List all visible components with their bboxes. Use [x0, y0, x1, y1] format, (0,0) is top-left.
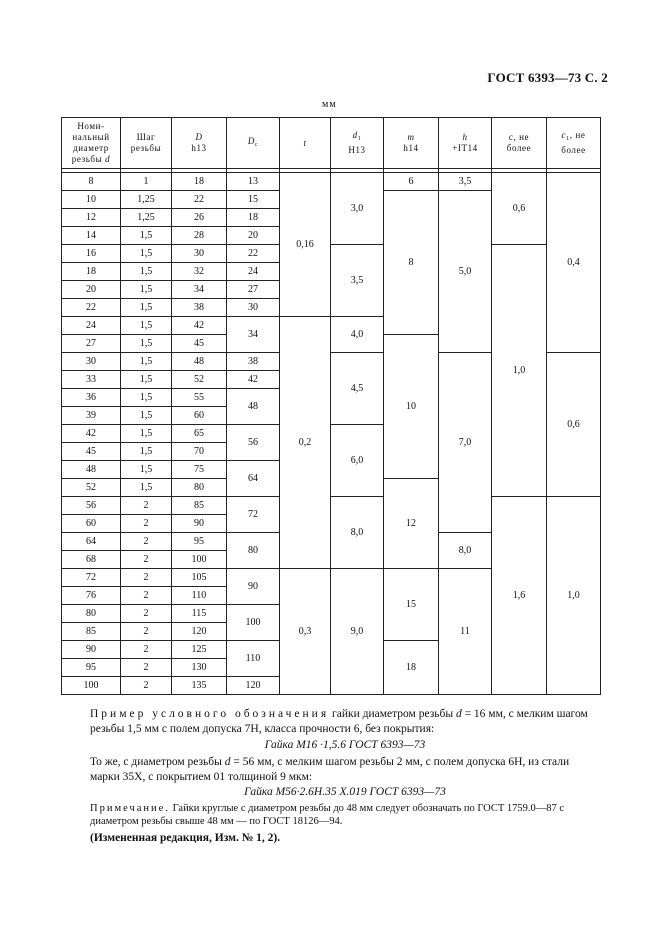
cell-Dc: 48 [227, 389, 280, 425]
cell-d: 42 [62, 425, 121, 443]
cell-step: 1,5 [121, 407, 172, 425]
cell-c: 1,6 [492, 497, 547, 695]
cell-D: 110 [172, 587, 227, 605]
cell-D: 70 [172, 443, 227, 461]
cell-step: 1,5 [121, 479, 172, 497]
cell-D: 52 [172, 371, 227, 389]
cell-c1: 0,6 [547, 353, 601, 497]
cell-D: 34 [172, 281, 227, 299]
cell-D: 48 [172, 353, 227, 371]
cell-D: 75 [172, 461, 227, 479]
designation-2: Гайка М56·2.6Н.35 Х.019 ГОСТ 6393—73 [244, 786, 446, 798]
table-row [62, 497, 601, 515]
cell-Dc: 100 [227, 605, 280, 641]
cell-step: 2 [121, 587, 172, 605]
cell-d: 14 [62, 227, 121, 245]
cell-h: 3,5 [439, 173, 492, 191]
cell-D: 32 [172, 263, 227, 281]
cell-step: 2 [121, 641, 172, 659]
cell-D: 95 [172, 533, 227, 551]
cell-m: 12 [384, 479, 439, 569]
cell-D: 60 [172, 407, 227, 425]
cell-D: 100 [172, 551, 227, 569]
cell-Dc: 20 [227, 227, 280, 245]
cell-d: 64 [62, 533, 121, 551]
cell-h: 11 [439, 569, 492, 695]
cell-d1: 3,0 [331, 173, 384, 245]
header-c1: $c_1$, не более [547, 118, 601, 169]
cell-d: 60 [62, 515, 121, 533]
header-d: Номи- нальный диаметр резьбы d [62, 118, 121, 169]
cell-step: 2 [121, 533, 172, 551]
cell-Dc: 34 [227, 317, 280, 353]
cell-d1: 9,0 [331, 569, 384, 695]
cell-step: 1,5 [121, 281, 172, 299]
cell-Dc: 18 [227, 209, 280, 227]
cell-c1: 0,4 [547, 173, 601, 353]
cell-d: 30 [62, 353, 121, 371]
cell-d: 68 [62, 551, 121, 569]
cell-step: 1,5 [121, 443, 172, 461]
table-body [62, 173, 601, 695]
cell-D: 45 [172, 335, 227, 353]
cell-h: 8,0 [439, 533, 492, 569]
cell-D: 135 [172, 677, 227, 695]
cell-Dc: 30 [227, 299, 280, 317]
cell-d: 39 [62, 407, 121, 425]
cell-Dc: 22 [227, 245, 280, 263]
cell-step: 1 [121, 173, 172, 191]
cell-D: 105 [172, 569, 227, 587]
cell-d: 48 [62, 461, 121, 479]
example-paragraph-2: То же, с диаметром резьбы d = 56 мм, с мелким шагом резьбы 2 мм, с полем допуска 6H, из стали марки 35Х, с покрытием 01 толщиной 9 мкм: [90, 756, 570, 783]
cell-D: 65 [172, 425, 227, 443]
table-row [62, 245, 601, 263]
cell-D: 85 [172, 497, 227, 515]
header-m: m h14 [384, 118, 439, 169]
cell-d: 27 [62, 335, 121, 353]
cell-step: 1,25 [121, 191, 172, 209]
cell-d1: 4,0 [331, 317, 384, 353]
cell-step: 2 [121, 551, 172, 569]
cell-step: 1,5 [121, 299, 172, 317]
cell-h: 5,0 [439, 191, 492, 353]
cell-d: 95 [62, 659, 121, 677]
cell-d: 12 [62, 209, 121, 227]
cell-d: 80 [62, 605, 121, 623]
cell-step: 1,5 [121, 245, 172, 263]
cell-d: 8 [62, 173, 121, 191]
cell-c: 1,0 [492, 245, 547, 497]
cell-d: 10 [62, 191, 121, 209]
cell-h: 7,0 [439, 353, 492, 533]
cell-d: 100 [62, 677, 121, 695]
cell-step: 1,5 [121, 425, 172, 443]
header-h: h +IT14 [439, 118, 492, 169]
cell-d: 45 [62, 443, 121, 461]
cell-d1: 8,0 [331, 497, 384, 569]
cell-step: 1,5 [121, 317, 172, 335]
cell-Dc: 80 [227, 533, 280, 569]
cell-D: 38 [172, 299, 227, 317]
units-label: мм [322, 99, 337, 110]
cell-d: 36 [62, 389, 121, 407]
cell-d1: 6,0 [331, 425, 384, 497]
cell-m: 6 [384, 173, 439, 191]
page-header: ГОСТ 6393—73 С. 2 [487, 70, 608, 85]
cell-step: 1,5 [121, 389, 172, 407]
cell-Dc: 110 [227, 641, 280, 677]
cell-d: 20 [62, 281, 121, 299]
cell-d: 18 [62, 263, 121, 281]
cell-d: 33 [62, 371, 121, 389]
cell-step: 2 [121, 659, 172, 677]
cell-D: 80 [172, 479, 227, 497]
cell-step: 2 [121, 605, 172, 623]
cell-d: 24 [62, 317, 121, 335]
cell-c: 0,6 [492, 173, 547, 245]
cell-D: 18 [172, 173, 227, 191]
cell-Dc: 24 [227, 263, 280, 281]
revision-note: (Измененная редакция, Изм. № 1, 2). [90, 832, 281, 844]
cell-D: 125 [172, 641, 227, 659]
cell-d: 90 [62, 641, 121, 659]
cell-m: 10 [384, 335, 439, 479]
cell-D: 55 [172, 389, 227, 407]
cell-step: 2 [121, 569, 172, 587]
cell-Dc: 38 [227, 353, 280, 371]
header-step: Шаг резьбы [121, 118, 172, 169]
cell-m: 8 [384, 191, 439, 335]
cell-step: 1,5 [121, 461, 172, 479]
cell-step: 2 [121, 677, 172, 695]
cell-D: 28 [172, 227, 227, 245]
cell-Dc: 42 [227, 371, 280, 389]
cell-t: 0,2 [280, 317, 331, 569]
cell-d: 76 [62, 587, 121, 605]
cell-D: 22 [172, 191, 227, 209]
cell-step: 1,5 [121, 371, 172, 389]
cell-d: 56 [62, 497, 121, 515]
cell-c1: 1,0 [547, 497, 601, 695]
cell-d1: 3,5 [331, 245, 384, 317]
cell-D: 26 [172, 209, 227, 227]
cell-m: 18 [384, 641, 439, 695]
cell-d1: 4,5 [331, 353, 384, 425]
cell-Dc: 72 [227, 497, 280, 533]
cell-t: 0,16 [280, 173, 331, 317]
cell-Dc: 90 [227, 569, 280, 605]
cell-d: 72 [62, 569, 121, 587]
cell-d: 52 [62, 479, 121, 497]
cell-Dc: 64 [227, 461, 280, 497]
cell-step: 1,5 [121, 263, 172, 281]
header-D: D h13 [172, 118, 227, 169]
example-paragraph-1: Пример условного обозначения гайки диаметром резьбы d = 16 мм, с мелким шагом резьбы 1,5 мм с полем допуска 7H, класса прочности 6, без покрытия: [90, 708, 588, 735]
header-Dc: $D_c$ [227, 118, 280, 169]
cell-m: 15 [384, 569, 439, 641]
cell-step: 1,5 [121, 335, 172, 353]
cell-t: 0,3 [280, 569, 331, 695]
cell-D: 42 [172, 317, 227, 335]
header-t: t [280, 118, 331, 169]
dimensions-table [61, 117, 601, 695]
cell-step: 1,5 [121, 353, 172, 371]
table-row [62, 173, 601, 191]
cell-D: 30 [172, 245, 227, 263]
note-paragraph: Примечание. Гайки круглые с диаметром резьбы до 48 мм следует обозначать по ГОСТ 1759.0—87 с диаметром резьбы свыше 48 мм — по ГОСТ 18126—94. [90, 803, 565, 827]
cell-step: 2 [121, 497, 172, 515]
cell-step: 2 [121, 623, 172, 641]
cell-step: 1,25 [121, 209, 172, 227]
cell-D: 120 [172, 623, 227, 641]
header-d1: $d_1$ H13 [331, 118, 384, 169]
cell-Dc: 56 [227, 425, 280, 461]
cell-D: 130 [172, 659, 227, 677]
cell-step: 2 [121, 515, 172, 533]
cell-d: 16 [62, 245, 121, 263]
cell-d: 22 [62, 299, 121, 317]
cell-Dc: 27 [227, 281, 280, 299]
header-c: c, не более [492, 118, 547, 169]
cell-Dc: 13 [227, 173, 280, 191]
cell-Dc: 15 [227, 191, 280, 209]
cell-D: 90 [172, 515, 227, 533]
cell-d: 85 [62, 623, 121, 641]
cell-D: 115 [172, 605, 227, 623]
designation-1: Гайка М16 ·1,5.6 ГОСТ 6393—73 [264, 739, 426, 751]
cell-Dc: 120 [227, 677, 280, 695]
cell-step: 1,5 [121, 227, 172, 245]
